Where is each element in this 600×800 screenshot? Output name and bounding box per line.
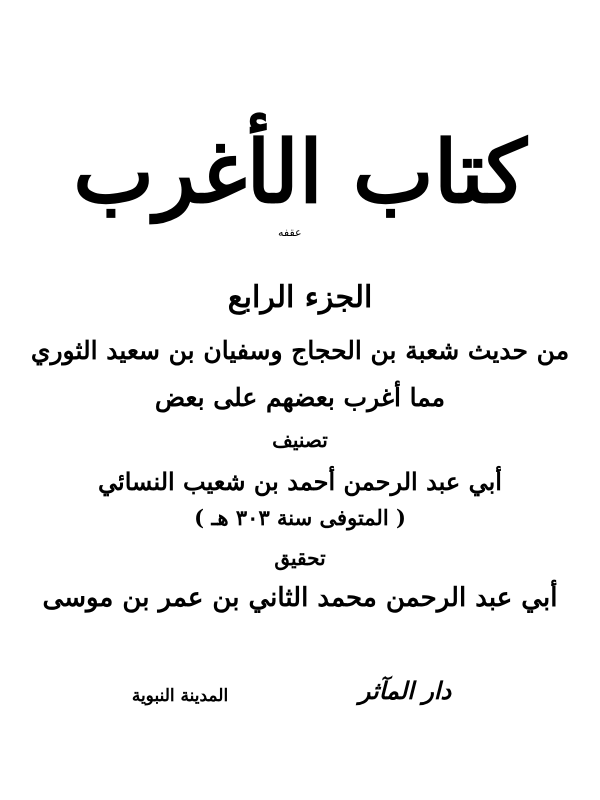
compiled-by-label: تصنيف	[272, 428, 328, 452]
publisher-name: دار المآثر	[358, 676, 452, 705]
publisher-city: المدينة النبوية	[131, 686, 229, 706]
edited-by-label: تحقيق	[274, 546, 326, 570]
volume-label: الجزء الرابع	[227, 280, 373, 315]
book-title: كتاب الأغرب	[73, 122, 527, 223]
subtitle-line-2: مما أغرب بعضهم على بعض	[154, 383, 446, 412]
editor-name: أبي عبد الرحمن محمد الثاني بن عمر بن موسى	[42, 583, 558, 613]
subtitle-line-1: من حديث شعبة بن الحجاج وسفيان بن سعيد الثوري	[30, 336, 570, 365]
title-small-mark: عقفه	[278, 226, 302, 239]
author-death-date: ( المتوفى سنة ٣٠٣ هـ )	[194, 505, 406, 530]
author-name: أبي عبد الرحمن أحمد بن شعيب النسائي	[98, 467, 502, 496]
